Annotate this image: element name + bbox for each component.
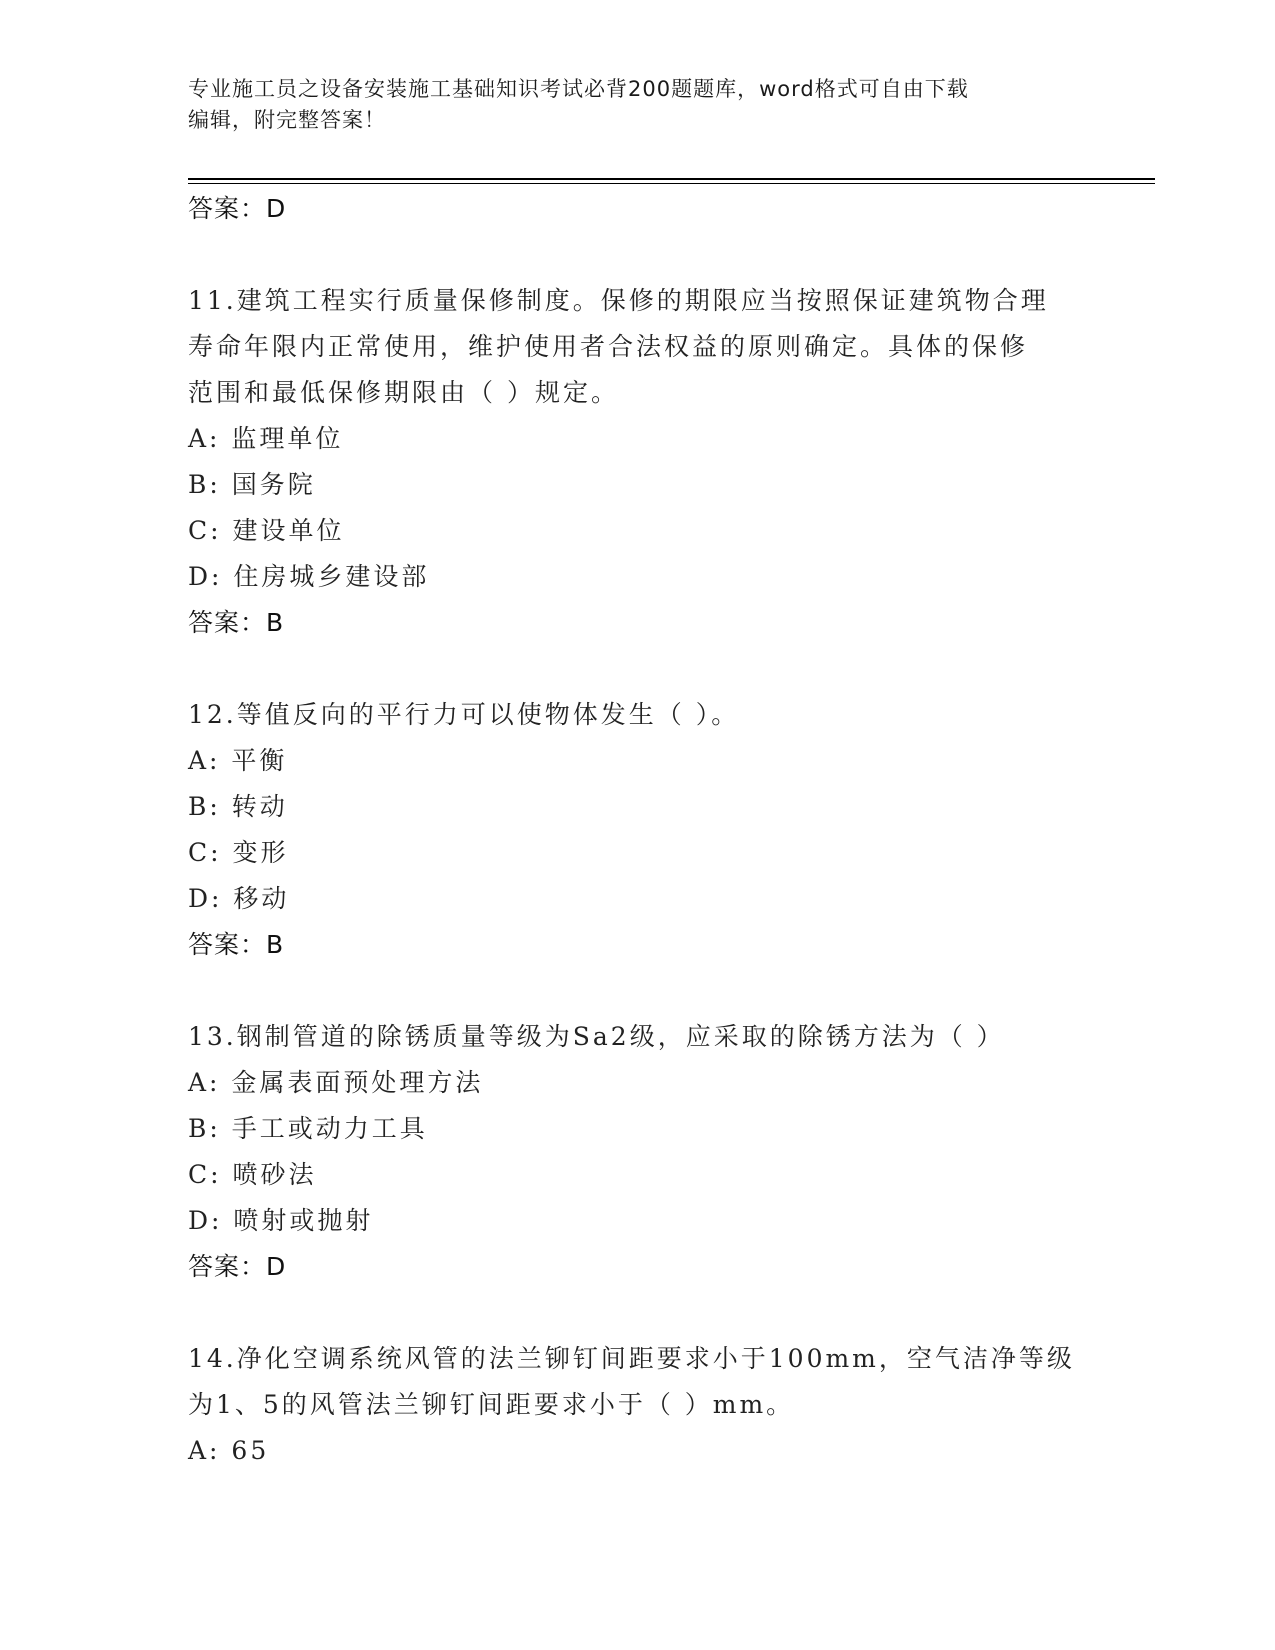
question-11-option-d: D: 住房城乡建设部 xyxy=(188,562,430,591)
header-rule-thick xyxy=(188,178,1155,180)
question-14-line-1: 14.净化空调系统风管的法兰铆钉间距要求小于100mm，空气洁净等级 xyxy=(188,1344,1075,1373)
header-line-1: 专业施工员之设备安装施工基础知识考试必背200题题库，word格式可自由下载 xyxy=(188,77,969,101)
header-line-2: 编辑，附完整答案！ xyxy=(188,108,386,132)
question-14-option-a: A: 65 xyxy=(188,1436,270,1465)
spacer xyxy=(188,646,1088,692)
question-12-option-d: D: 移动 xyxy=(188,884,290,913)
question-12-option-c: C: 变形 xyxy=(188,838,289,867)
spacer xyxy=(188,1290,1088,1336)
question-11-option-b: B: 国务院 xyxy=(188,470,316,499)
question-11-line-2: 寿命年限内正常使用，维护使用者合法权益的原则确定。具体的保修 xyxy=(188,332,1029,361)
page-header xyxy=(188,74,1088,136)
question-11-option-a: A: 监理单位 xyxy=(188,424,344,453)
question-11-line-1: 11.建筑工程实行质量保修制度。保修的期限应当按照保证建筑物合理 xyxy=(188,286,1049,315)
question-14-line-2: 为1、5的风管法兰铆钉间距要求小于（ ）mm。 xyxy=(188,1390,795,1419)
question-13-option-d: D: 喷射或抛射 xyxy=(188,1206,374,1235)
header-rule-thin xyxy=(188,183,1155,184)
question-12-option-b: B: 转动 xyxy=(188,792,288,821)
question-14 xyxy=(188,1336,1088,1474)
question-12-option-a: A: 平衡 xyxy=(188,746,288,775)
question-13 xyxy=(188,1014,1088,1290)
previous-answer: 答案：D xyxy=(188,194,287,223)
question-list xyxy=(188,186,1088,1474)
question-13-option-b: B: 手工或动力工具 xyxy=(188,1114,428,1143)
question-11-option-c: C: 建设单位 xyxy=(188,516,345,545)
question-11-answer: 答案：B xyxy=(188,608,285,637)
question-13-answer: 答案：D xyxy=(188,1252,287,1281)
question-12 xyxy=(188,692,1088,968)
spacer xyxy=(188,968,1088,1014)
question-11-line-3: 范围和最低保修期限由（ ）规定。 xyxy=(188,378,619,407)
question-11 xyxy=(188,278,1088,646)
question-13-line-1: 13.钢制管道的除锈质量等级为Sa2级，应采取的除锈方法为（ ） xyxy=(188,1022,1005,1051)
spacer xyxy=(188,232,1088,278)
question-13-option-c: C: 喷砂法 xyxy=(188,1160,317,1189)
question-13-option-a: A: 金属表面预处理方法 xyxy=(188,1068,484,1097)
question-12-line-1: 12.等值反向的平行力可以使物体发生（ ）。 xyxy=(188,700,740,729)
question-12-answer: 答案：B xyxy=(188,930,285,959)
